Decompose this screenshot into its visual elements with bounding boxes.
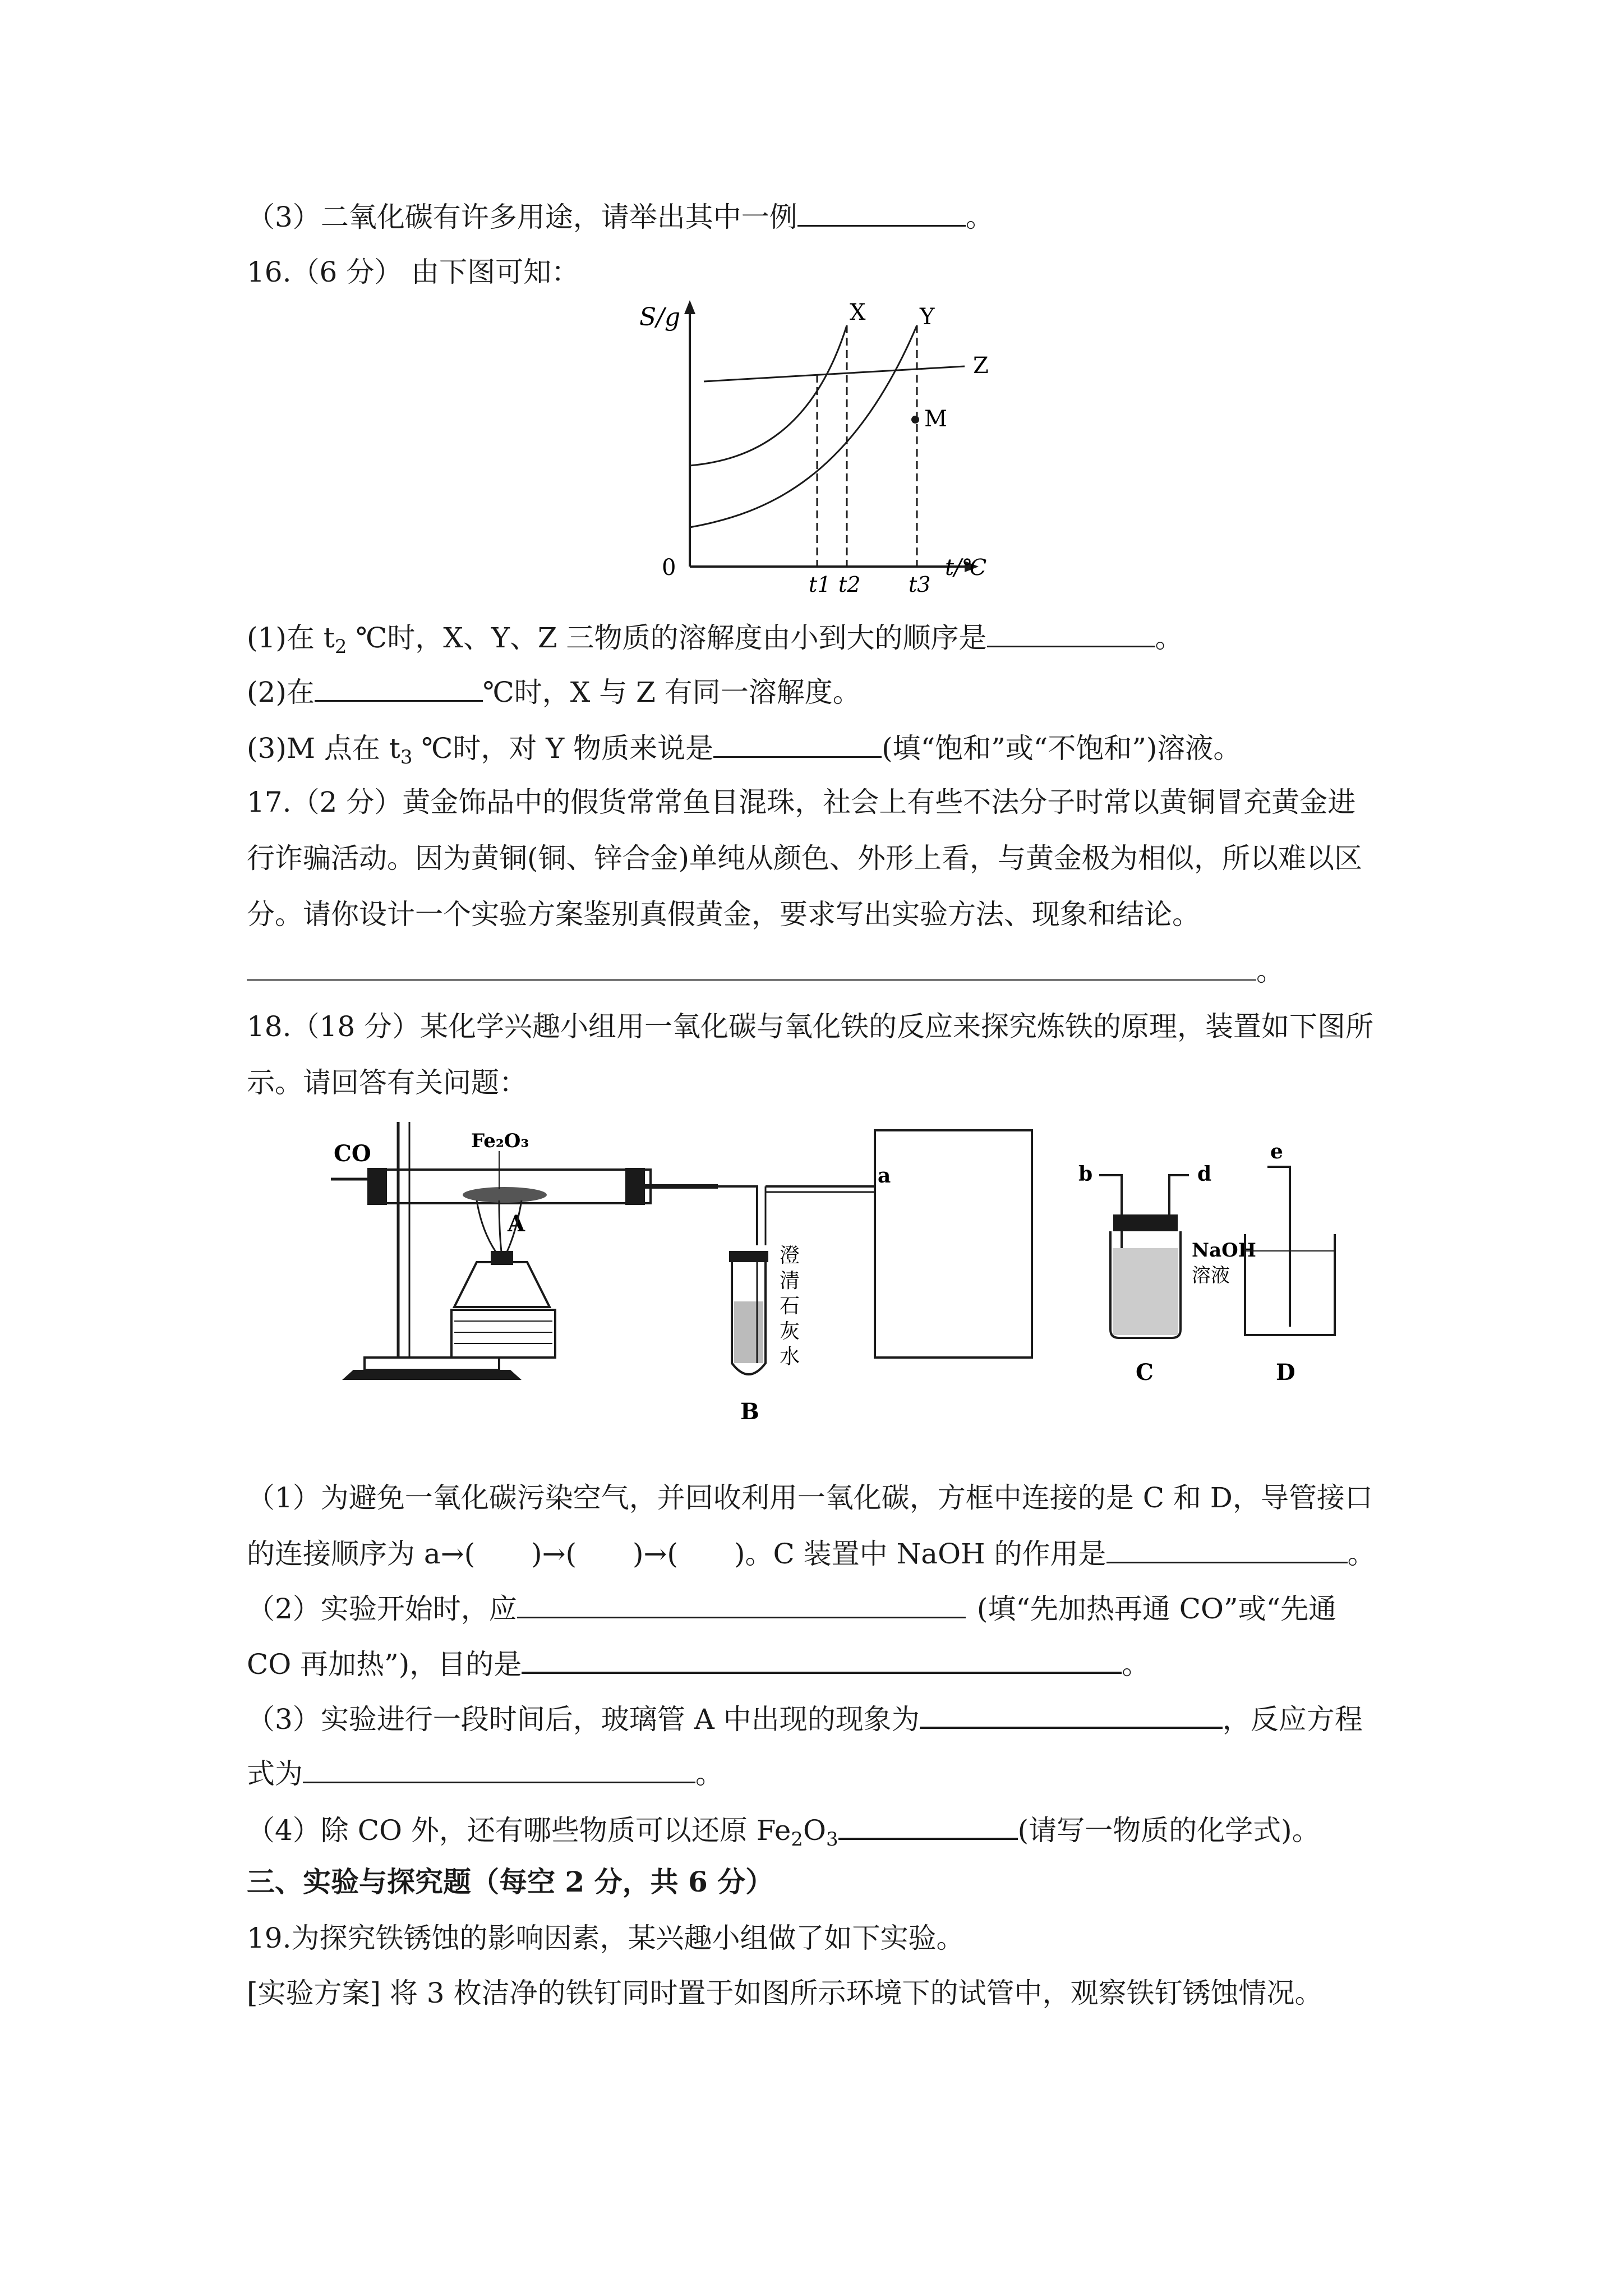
co-label: CO — [334, 1140, 371, 1167]
q18-line1: 18.（18 分）某化学兴趣小组用一氧化碳与氧化铁的反应来探究炼铁的原理，装置如下图所 — [247, 1010, 1374, 1043]
answer-blank[interactable] — [713, 730, 882, 758]
q18-part3-line1: （3）实验进行一段时间后，玻璃管 A 中出现的现象为 ，反应方程 — [247, 1701, 1363, 1736]
answer-blank[interactable] — [987, 620, 1155, 647]
point-m — [911, 416, 919, 424]
curve-x — [690, 325, 847, 466]
q16-header: 16.（6 分） 由下图可知： — [247, 256, 580, 288]
q18-part1-line2: 的连接顺序为 a→( )→( )→( )。C 装置中 NaOH 的作用是 。 — [247, 1536, 1376, 1571]
point-label-m: M — [924, 406, 947, 432]
solubility-chart — [628, 292, 1009, 597]
q19-line1: 19.为探究铁锈蚀的影响因素，某兴趣小组做了如下实验。 — [247, 1922, 965, 1954]
answer-blank[interactable] — [920, 1701, 1223, 1729]
limewater-1: 澄 — [780, 1244, 800, 1267]
q18-part2-line1: （2）实验开始时，应 (填“先加热再通 CO”或“先通 — [247, 1591, 1336, 1626]
answer-blank[interactable] — [522, 1646, 1122, 1674]
fe2o3-label: Fe₂O₃ — [471, 1130, 529, 1152]
q18-part2-line2: CO 再加热”)，目的是 。 — [247, 1646, 1150, 1681]
answer-blank[interactable] — [303, 1756, 695, 1783]
limewater-4: 灰 — [780, 1320, 800, 1343]
answer-blank[interactable] — [517, 1591, 966, 1618]
solution-label: 溶液 — [1192, 1264, 1230, 1287]
section-3-heading: 三、实验与探究题（每空 2 分，共 6 分） — [247, 1865, 774, 1898]
origin-label: 0 — [662, 555, 676, 581]
q18-part1-line1: （1）为避免一氧化碳污染空气，并回收利用一氧化碳，方框中连接的是 C 和 D，导管接口 — [247, 1481, 1373, 1514]
q15-part3: （3）二氧化碳有许多用途，请举出其中一例 。 — [247, 199, 994, 234]
naoh-label: NaOH — [1192, 1239, 1256, 1262]
port-e-label: e — [1270, 1140, 1283, 1163]
q16-part2: (2)在 ℃时，X 与 Z 有同一溶解度。 — [247, 674, 861, 709]
line-z — [704, 366, 965, 381]
limewater-3: 石 — [780, 1295, 800, 1318]
q16-part1: (1)在 $t_2$ ℃时，X、Y、Z 三物质的溶解度由小到大的顺序是 。 — [247, 620, 1183, 664]
port-a-label: a — [878, 1164, 891, 1188]
tick-t1: t1 — [809, 572, 831, 597]
limewater-2: 清 — [780, 1269, 800, 1292]
apparatus-figure — [314, 1116, 1380, 1430]
port-d-label: d — [1197, 1162, 1212, 1186]
port-b-label: b — [1078, 1162, 1093, 1186]
q19-line2: [实验方案] 将 3 枚洁净的铁钉同时置于如图所示环境下的试管中，观察铁钉锈蚀情况。 — [247, 1977, 1323, 2009]
x-axis-label: t/℃ — [945, 555, 987, 581]
curve-label-y: Y — [920, 304, 935, 330]
q17-line2: 行诈骗活动。因为黄铜(铜、锌合金)单纯从颜色、外形上看，与黄金极为相似，所以难以区 — [247, 842, 1363, 875]
curve-y — [690, 325, 917, 527]
limewater-5: 水 — [780, 1345, 800, 1368]
label-a: A — [508, 1211, 525, 1237]
q18-part3-line2: 式为 。 — [247, 1756, 723, 1791]
answer-blank[interactable] — [247, 954, 1256, 981]
curve-label-x: X — [850, 300, 866, 325]
label-b: B — [740, 1398, 759, 1425]
tick-t3: t3 — [909, 572, 931, 597]
q18-part4: （4）除 CO 外，还有哪些物质可以还原 $Fe_2O_3$ (请写一物质的化学式)。 — [247, 1812, 1320, 1856]
tick-t2: t2 — [838, 572, 861, 597]
label-c: C — [1136, 1359, 1154, 1386]
y-axis-label: S/g — [639, 303, 681, 332]
curve-label-z: Z — [973, 353, 989, 379]
q17-answer-line: 。 — [247, 954, 1284, 988]
answer-blank[interactable] — [838, 1812, 1018, 1840]
answer-blank[interactable] — [315, 674, 483, 702]
q18-line2: 示。请回答有关问题： — [247, 1066, 527, 1099]
answer-blank[interactable] — [1106, 1536, 1348, 1563]
q16-part3: (3)M 点在 $t_3$ ℃时，对 Y 物质来说是 (填“饱和”或“不饱和”)溶液。 — [247, 730, 1241, 774]
label-d: D — [1276, 1359, 1295, 1386]
connection-box — [875, 1130, 1032, 1358]
answer-blank[interactable] — [797, 199, 966, 227]
q17-line1: 17.（2 分）黄金饰品中的假货常常鱼目混珠，社会上有些不法分子时常以黄铜冒充黄金进 — [247, 786, 1356, 818]
q17-line3: 分。请你设计一个实验方案鉴别真假黄金，要求写出实验方法、现象和结论。 — [247, 898, 1200, 931]
